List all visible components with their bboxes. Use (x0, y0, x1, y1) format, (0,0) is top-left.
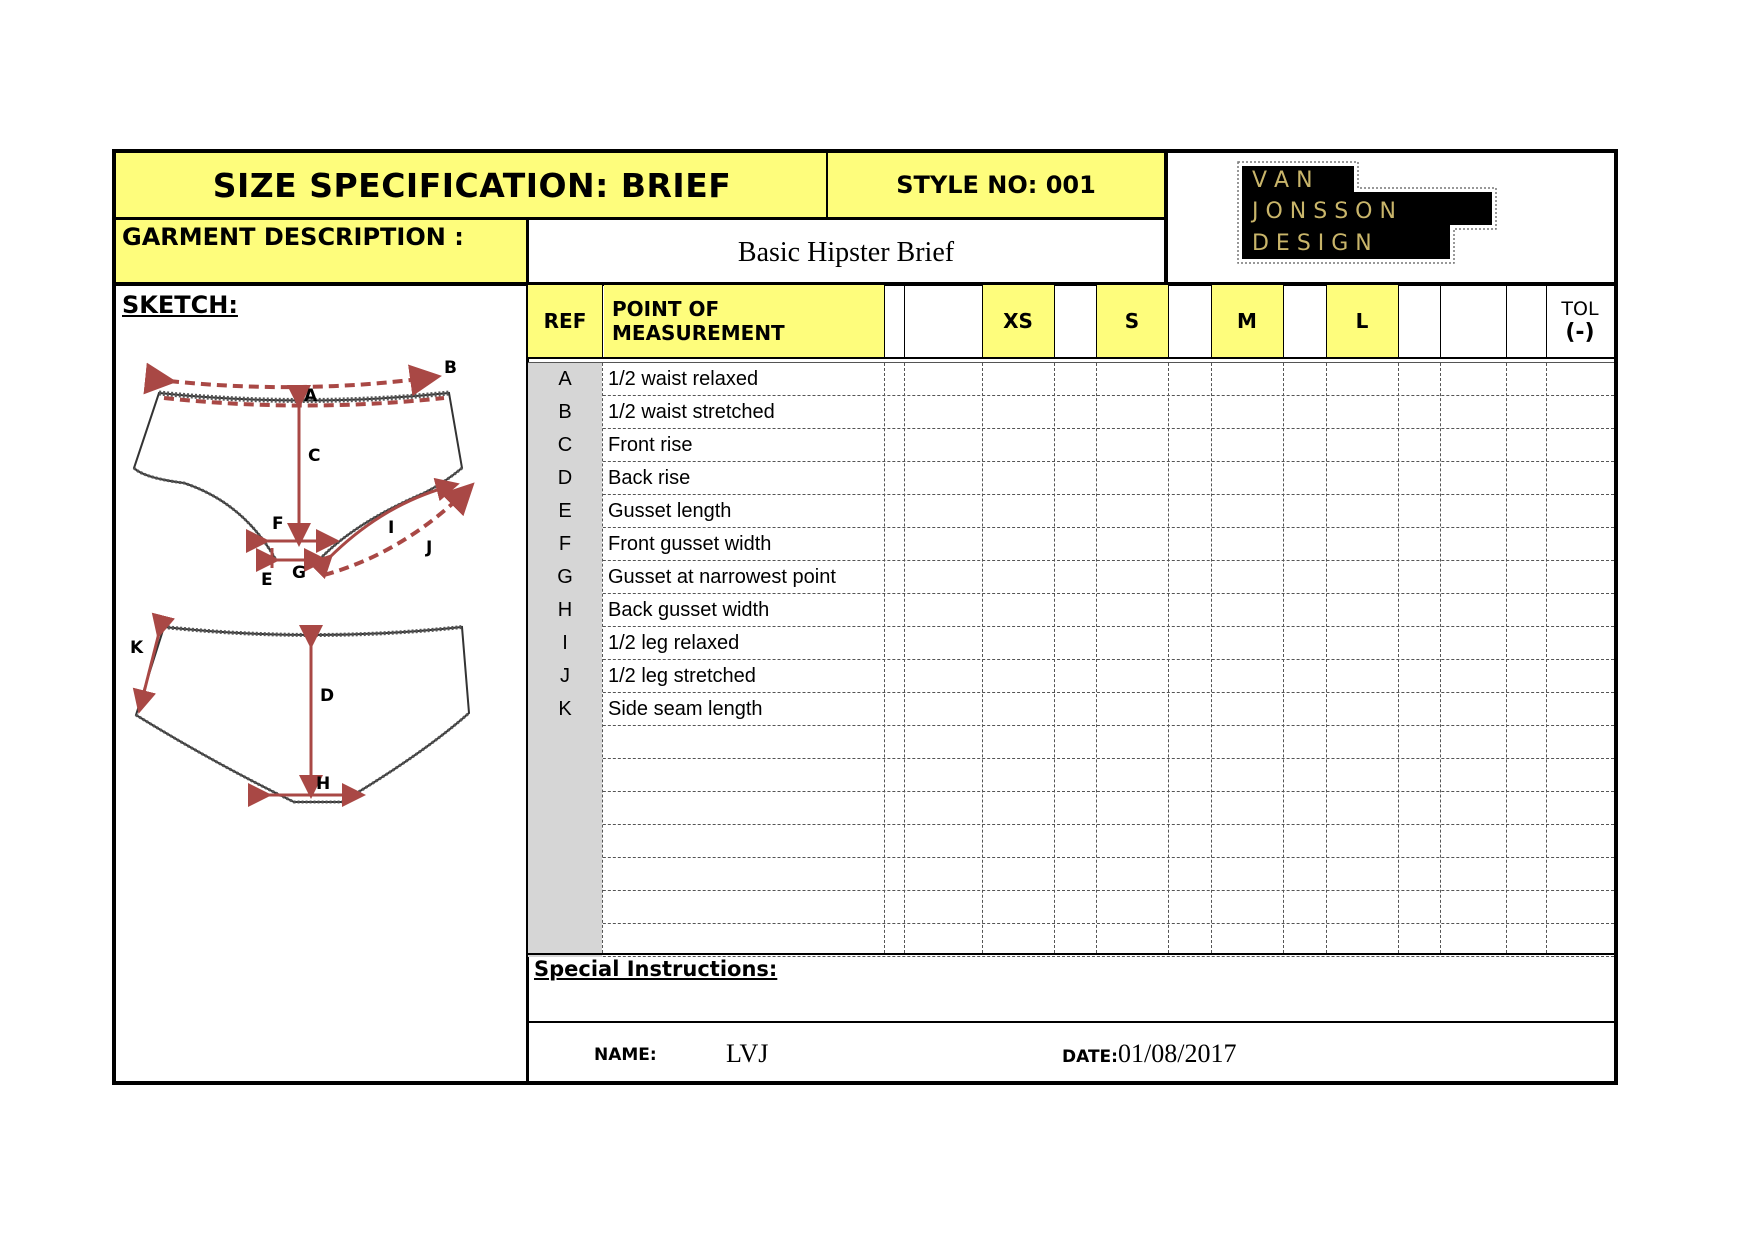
sketch-label: SKETCH: (122, 291, 238, 319)
table-row (528, 495, 1614, 528)
pom-cell: Back rise (608, 467, 691, 489)
special-instructions (528, 953, 1614, 1021)
marker-c: C (308, 446, 321, 466)
table-row (528, 759, 1614, 792)
ref-cell: K (528, 693, 602, 726)
table-row (528, 627, 1614, 660)
ref-cell (528, 825, 602, 858)
ref-cell: A (528, 363, 602, 396)
table-row (528, 363, 1614, 396)
ref-cell (528, 891, 602, 924)
ref-cell (528, 726, 602, 759)
pom-cell: 1/2 waist stretched (608, 401, 775, 423)
pom-cell: Front rise (608, 434, 693, 456)
ref-cell: B (528, 396, 602, 429)
front-view (134, 358, 469, 590)
table-row (528, 660, 1614, 693)
ref-cell (528, 792, 602, 825)
marker-f: F (272, 514, 284, 534)
garment-description-value: Basic Hipster Brief (737, 237, 955, 268)
pom-cell (604, 858, 884, 891)
col-header-tol (1546, 285, 1614, 357)
tol-label: TOL (1561, 297, 1599, 320)
col-header-xs: XS (982, 285, 1054, 357)
table-row (528, 693, 1614, 726)
brand-logo (1168, 153, 1614, 283)
logo-line-1: V A N (1252, 168, 1313, 193)
measurement-table (528, 285, 1614, 953)
col-header-ref: REF (528, 285, 602, 357)
col-header-l: L (1326, 285, 1398, 357)
marker-i: I (388, 518, 395, 538)
table-row (528, 891, 1614, 924)
marker-j: J (426, 538, 433, 558)
pom-cell (604, 825, 884, 858)
style-number: STYLE NO: 001 (828, 153, 1164, 217)
name-label: NAME: (594, 1045, 657, 1065)
marker-k: K (130, 638, 144, 658)
logo-cell (1168, 153, 1614, 283)
special-instructions-label: Special Instructions: (534, 957, 778, 981)
table-row (528, 528, 1614, 561)
marker-g: G (292, 563, 306, 583)
tol-sign: (-) (1565, 319, 1595, 345)
pom-cell (604, 792, 884, 825)
marker-b: B (444, 358, 457, 378)
pom-cell: Gusset length (608, 500, 732, 522)
pom-cell: Front gusset width (608, 533, 772, 555)
garment-description-label: GARMENT DESCRIPTION : (116, 217, 528, 283)
marker-h: H (316, 774, 331, 794)
ref-cell: F (528, 528, 602, 561)
table-row (528, 396, 1614, 429)
table-row (528, 825, 1614, 858)
sheet-title: SIZE SPECIFICATION: BRIEF (116, 153, 828, 217)
table-row (528, 462, 1614, 495)
ref-cell: G (528, 561, 602, 594)
date-value: 01/08/2017 (1118, 1039, 1237, 1068)
pom-cell (604, 891, 884, 924)
pom-cell: Side seam length (608, 698, 763, 720)
table-row (528, 726, 1614, 759)
ref-cell: J (528, 660, 602, 693)
sign-off-footer (528, 1021, 1614, 1085)
logo-line-3: D E S I G N (1252, 231, 1372, 256)
spec-sheet (112, 149, 1618, 1085)
ref-cell: I (528, 627, 602, 660)
pom-cell: Back gusset width (608, 599, 770, 621)
ref-cell: D (528, 462, 602, 495)
brief-sketch (124, 353, 524, 893)
marker-d: D (320, 686, 335, 706)
marker-e: E (261, 570, 273, 590)
date-label: DATE: (1062, 1047, 1118, 1067)
col-header-pom: POINT OF MEASUREMENT (604, 285, 884, 357)
ref-cell: C (528, 429, 602, 462)
col-header-s: S (1096, 285, 1168, 357)
col-header-m: M (1211, 285, 1283, 357)
logo-line-2: J O N S S O N (1252, 199, 1396, 224)
ref-cell: H (528, 594, 602, 627)
marker-a: A (304, 386, 318, 406)
pom-cell: 1/2 waist relaxed (608, 368, 759, 390)
back-view (130, 627, 469, 802)
ref-cell: E (528, 495, 602, 528)
pom-cell: 1/2 leg stretched (608, 665, 756, 687)
table-row (528, 594, 1614, 627)
table-row (528, 561, 1614, 594)
table-row (528, 429, 1614, 462)
pom-cell (604, 759, 884, 792)
ref-cell (528, 759, 602, 792)
pom-cell (604, 726, 884, 759)
pom-cell: Gusset at narrowest point (608, 566, 836, 588)
table-row (528, 792, 1614, 825)
pom-cell: 1/2 leg relaxed (608, 632, 740, 654)
name-value: LVJ (726, 1039, 769, 1068)
ref-cell (528, 858, 602, 891)
table-row (528, 858, 1614, 891)
